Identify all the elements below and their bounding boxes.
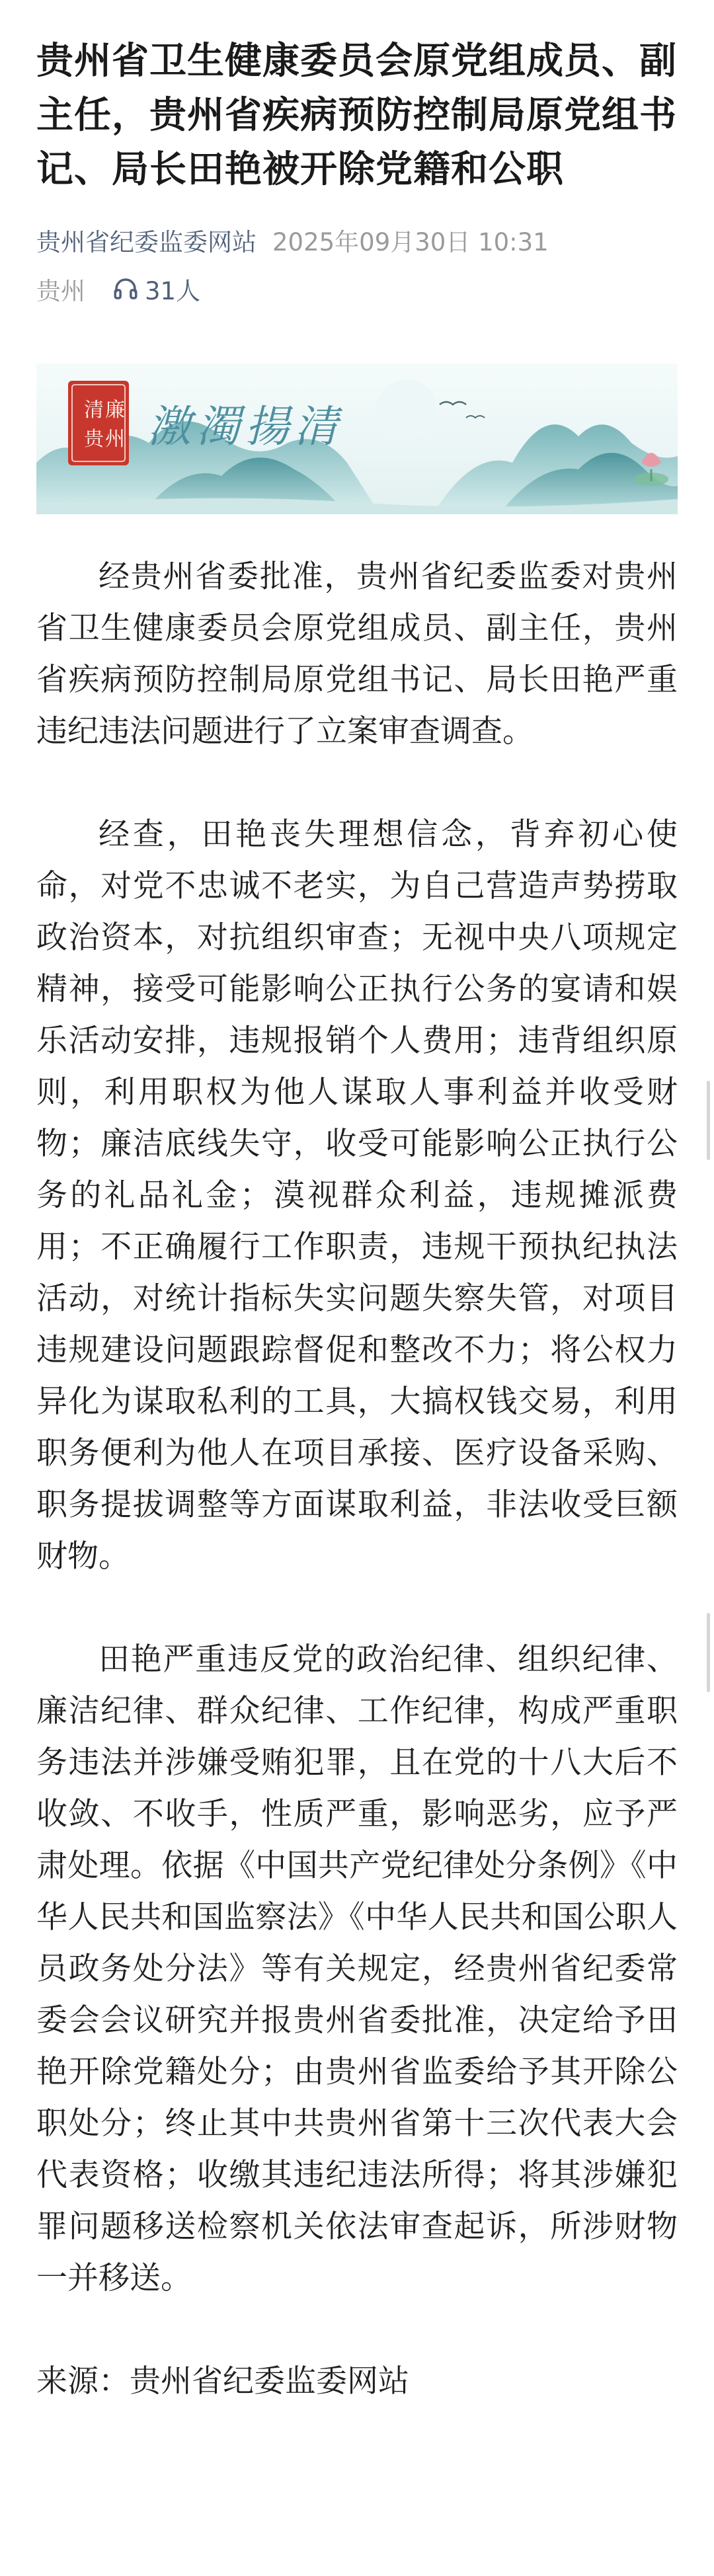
listener-count: 31人	[145, 277, 201, 305]
meta-row-region	[36, 271, 678, 307]
source-credit: 来源：贵州省纪委监委网站	[36, 2363, 409, 2400]
paragraph-2: 经查，田艳丧失理想信念，背弃初心使命，对党不忠诚不老实，为自己营造声势捞取政治资本，对抗组织审查；无视中央八项规定精神，接受可能影响公正执行公务的宴请和娱乐活动安排，违规报销个人费用；违背组织原则，利用职权为他人谋取人事利益并收受财物；廉洁底线失守，收受可能影响公正执行公务的礼品礼金；漠视群众利益，违规摊派费用；不正确履行工作职责，违规干预执纪执法活动，对统计指标失实问题失察失管，对项目违规建设问题跟踪督促和整改不力；将公权力异化为谋取私利的工具，大搞权钱交易，利用职务便利为他人在项目承接、医疗设备采购、职务提拔调整等方面谋取利益，非法收受巨额财物。	[36, 816, 678, 1575]
article-title: 贵州省卫生健康委员会原党组成员、副主任，贵州省疾病预防控制局原党组书记、局长田艳被开除党籍和公职	[36, 40, 677, 191]
paragraph-1: 经贵州省委批准，贵州省纪委监委对贵州省卫生健康委员会原党组成员、副主任，贵州省疾病预防控制局原党组书记、局长田艳严重违纪违法问题进行了立案审查调查。	[36, 559, 678, 750]
svg-text:廉: 廉	[105, 399, 125, 422]
svg-text:州: 州	[105, 428, 125, 451]
source-account-link[interactable]: 贵州省纪委监委网站	[36, 228, 257, 256]
meta-row-source	[36, 222, 678, 258]
calligraphy-logo	[147, 401, 343, 452]
svg-text:贵: 贵	[84, 428, 104, 451]
headphone-icon	[112, 275, 139, 303]
svg-text:清: 清	[84, 399, 104, 422]
region-label: 贵州	[36, 277, 85, 305]
scroll-indicator[interactable]	[707, 1613, 710, 1692]
listen-count-button[interactable]	[112, 271, 200, 307]
publish-time: 2025年09月30日 10:31	[272, 228, 549, 256]
svg-text:激濁揚清: 激濁揚清	[147, 401, 343, 452]
banner-image	[36, 364, 678, 514]
seal-logo	[68, 381, 129, 465]
scroll-indicator[interactable]	[707, 1081, 710, 1160]
paragraph-3: 田艳严重违反党的政治纪律、组织纪律、廉洁纪律、群众纪律、工作纪律，构成严重职务违法并涉嫌受贿犯罪，且在党的十八大后不收敛、不收手，性质严重，影响恶劣，应予严肃处理。依据《中国共产党纪律处分条例》《中华人民共和国监察法》《中华人民共和国公职人员政务处分法》等有关规定，经贵州省纪委常委会会议研究并报贵州省委批准，决定给予田艳开除党籍处分；由贵州省监委给予其开除公职处分；终止其中共贵州省第十三次代表大会代表资格；收缴其违纪违法所得；将其涉嫌犯罪问题移送检察机关依法审查起诉，所涉财物一并移送。	[36, 1641, 678, 2296]
